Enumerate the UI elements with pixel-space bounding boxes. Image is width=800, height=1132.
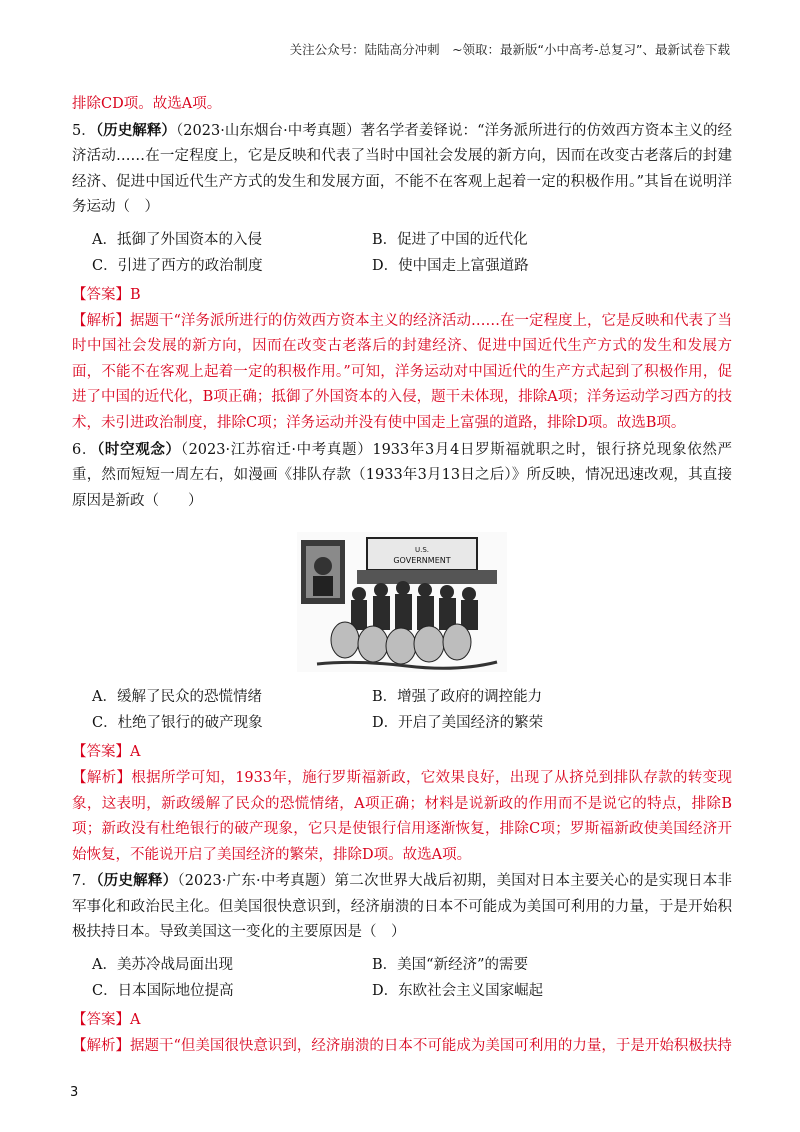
question-5-stem: [72, 118, 732, 221]
question-tag: （历史解释）: [96, 872, 178, 890]
page-header: 关注公众号：陆陆高分冲刺 ~领取：最新版“小中高考-总复习”、最新试卷下载: [289, 42, 730, 57]
question-number: 7．: [72, 873, 97, 890]
option-c: C．引进了西方的政治制度: [92, 257, 263, 274]
answer-value: B: [130, 286, 141, 303]
prev-analysis-tail: 排除CD项。故选A项。: [72, 96, 222, 112]
answer-label: 【答案】: [72, 1012, 130, 1029]
option-d: D．东欧社会主义国家崛起: [372, 983, 544, 1000]
answer-label: 【答案】: [72, 744, 130, 761]
question-tag: （历史解释）: [95, 121, 176, 139]
cartoon-sign-text: U.S.: [414, 546, 430, 555]
page-number: 3: [70, 1085, 79, 1100]
question-tag: （时空观念）: [97, 440, 181, 458]
option-c: C．杜绝了银行的破产现象: [92, 715, 263, 732]
question-7-answer: [72, 1008, 732, 1034]
document-body: [72, 92, 732, 1059]
question-text: （2023·山东烟台·中考真题）著名学者姜铎说：“洋务派所进行的仿效西方资本主义的经济活动……在一定程度上，它是反映和代表了当时中国社会发展的新方向，因而在改变古老落后的封建经济、促进中国近代生产方式的发生和发展方面，不能不在客观上起着一定的积极作用。”其旨在说明洋务运动（ ）: [72, 122, 733, 216]
option-d: D．使中国走上富强道路: [372, 257, 529, 274]
question-6-options: [72, 684, 732, 736]
option-c: C．日本国际地位提高: [92, 983, 234, 1000]
answer-label: 【答案】: [72, 286, 130, 303]
answer-value: A: [130, 744, 141, 761]
question-7-stem: [72, 868, 732, 946]
analysis-text: 根据所学可知，1933年，施行罗斯福新政，它效果良好，出现了从挤兑到排队存款的转变现象，这表明，新政缓解了民众的恐慌情绪，A项正确；材料是说新政的作用而不是说它的特点，排除B项；新政没有杜绝银行的破产现象，它只是使银行信用逐渐恢复，排除C项；罗斯福新政使美国经济开始恢复，不能说开启了美国经济的繁荣，排除D项。故选A项。: [72, 769, 732, 863]
question-5-analysis: [72, 309, 732, 437]
option-b: B．增强了政府的调控能力: [372, 689, 543, 706]
question-text: （2023·广东·中考真题）第二次世界大战后初期，美国对日本主要关心的是实现日本非军事化和政治民主化。但美国很快意识到，经济崩溃的日本不可能成为美国可利用的力量，于是开始积极扶持日本。导致美国这一变化的主要原因是（ ）: [72, 873, 732, 941]
question-5-options: [72, 227, 732, 279]
analysis-label: 【解析】: [72, 312, 131, 329]
question-number: 5．: [72, 122, 96, 139]
option-d: D．开启了美国经济的繁荣: [372, 715, 544, 732]
analysis-text: 据题干“但美国很快意识到，经济崩溃的日本不可能成为美国可利用的力量，于是开始积极扶持: [130, 1037, 732, 1054]
question-6-stem: [72, 437, 732, 515]
question-number: 6．: [72, 441, 98, 458]
option-a: A．美苏冷战局面出现: [92, 957, 233, 974]
option-a: A．抵御了外国资本的入侵: [92, 231, 262, 248]
question-7-options: [72, 952, 732, 1004]
question-6-answer: [72, 740, 732, 766]
analysis-label: 【解析】: [72, 769, 132, 786]
cartoon-image: [297, 532, 507, 672]
analysis-label: 【解析】: [72, 1037, 130, 1054]
option-a: A．缓解了民众的恐慌情绪: [92, 689, 262, 706]
option-b: B．促进了中国的近代化: [372, 231, 528, 248]
analysis-text: 据题干“洋务派所进行的仿效西方资本主义的经济活动……在一定程度上，它是反映和代表了当时中国社会发展的新方向，因而在改变古老落后的封建经济、促进中国近代生产方式的发生和发展方面，不能不在客观上起着一定的积极作用。”可知，洋务运动对中国近代的生产方式起到了积极作用，促进了中国的近代化，B项正确；抵御了外国资本的入侵，题干未体现，排除A项；洋务运动学习西方的技术，未引进政治制度，排除C项；洋务运动并没有使中国走上富强的道路，排除D项。故选B项。: [72, 312, 732, 431]
svg-text:GOVERNMENT: GOVERNMENT: [393, 556, 451, 566]
question-7-analysis: [72, 1034, 732, 1060]
option-b: B．美国“新经济”的需要: [372, 957, 528, 974]
question-text: （2023·江苏宿迁·中考真题）1933年3月4日罗斯福就职之时，银行挤兑现象依然严重，然而短短一周左右，如漫画《排队存款（1933年3月13日之后）》所反映，情况迅速改观，其直接原因是新政（ ）: [72, 441, 732, 509]
question-6-analysis: [72, 766, 732, 868]
question-5-answer: [72, 283, 732, 309]
answer-value: A: [130, 1012, 141, 1029]
